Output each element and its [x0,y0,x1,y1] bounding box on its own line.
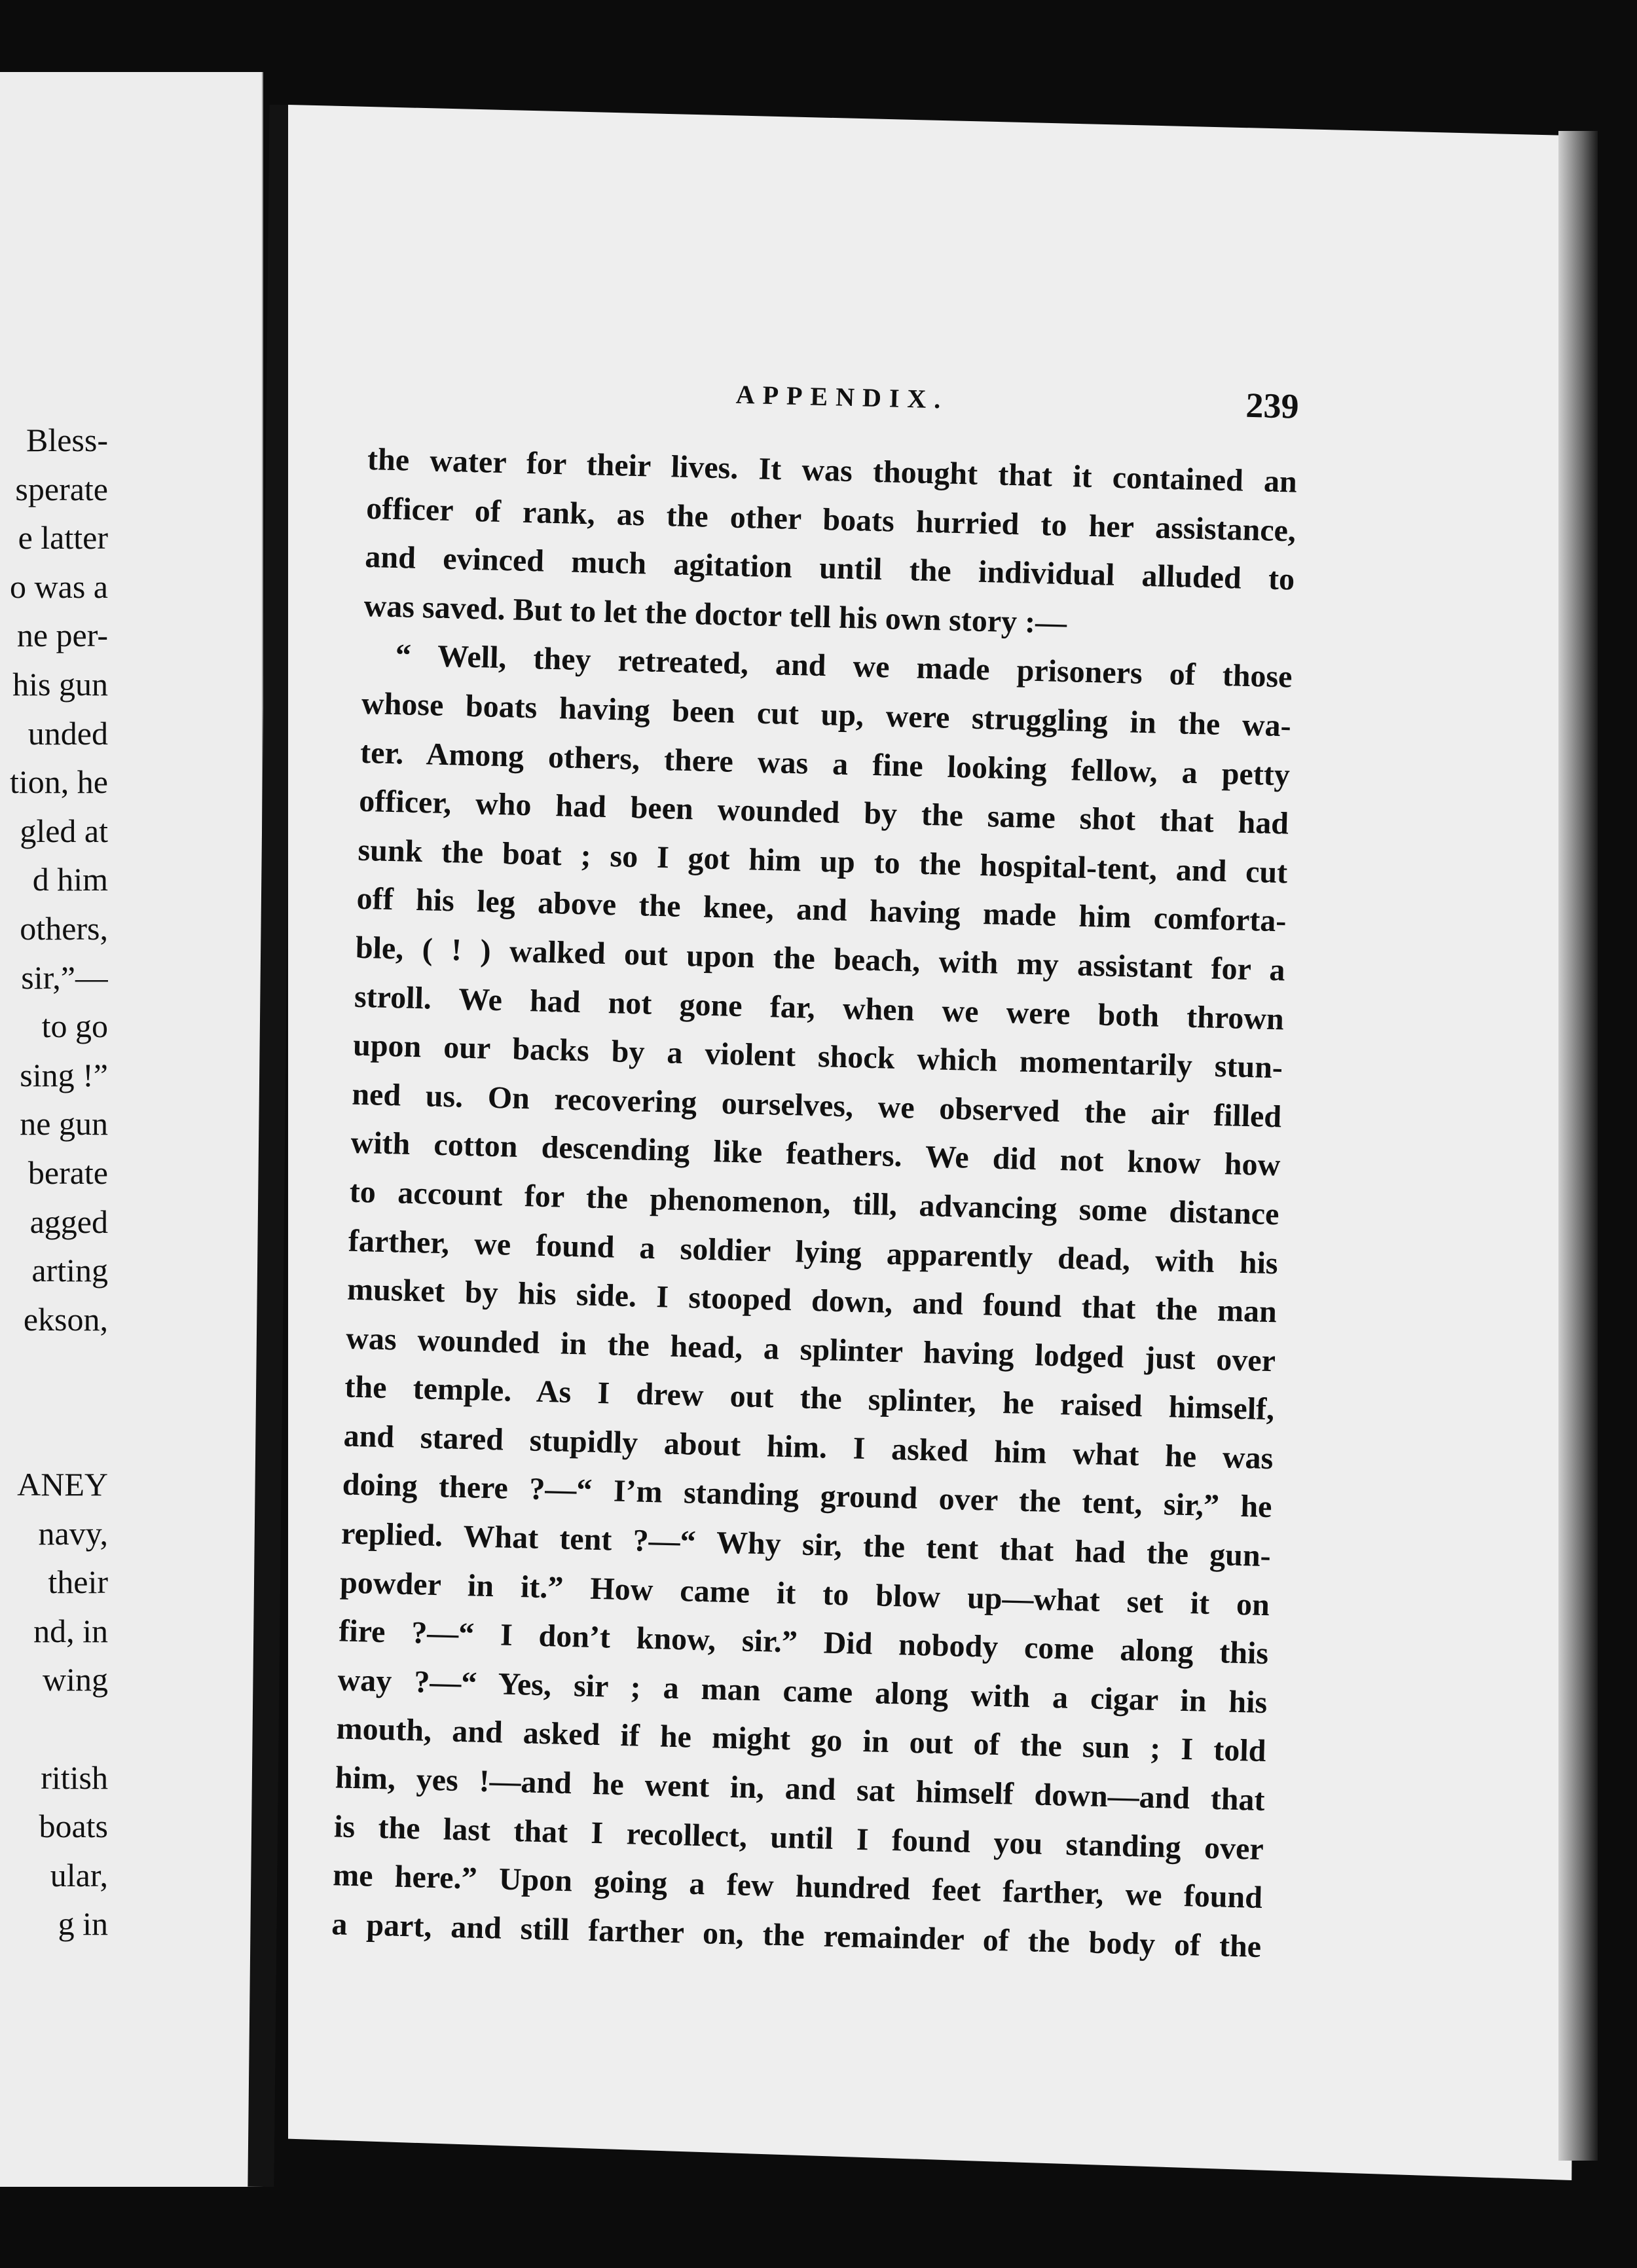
left-page-line: wing [43,1661,108,1698]
left-page-line: boats [39,1808,108,1845]
text-line: fire ?—“ I don’t know, sir.” Did nobody come along this [338,1613,1269,1672]
text-line: mouth, and asked if he might go in out of the sun ; I told [336,1711,1267,1769]
left-page-line: ANEY [17,1466,108,1503]
left-page-line: to go [41,1008,108,1045]
text-line: ter. Among others, there was a fine looking fellow, a petty [359,735,1291,793]
text-line: replied. What tent ?—“ Why sir, the tent that had the gun- [340,1516,1272,1574]
page-number: 239 [1245,385,1300,426]
left-page-line: g in [58,1905,108,1943]
text-line: way ?—“ Yes, sir ; a man came along with a cigar in his [337,1662,1268,1720]
text-line: powder in it.” How came it to blow up—what set it on [339,1565,1270,1622]
left-page-line: navy, [38,1514,108,1552]
left-page-line: sir,”— [21,959,108,996]
text-line: doing there ?—“ I’m standing ground over the tent, sir,” he [342,1467,1273,1525]
left-page-line: ular, [50,1856,108,1893]
text-line: a part, and still farther on, the remainder of the body of the [331,1907,1262,1964]
left-page-line: sperate [15,470,108,507]
text-line: musket by his side. I stooped down, and found that the man [346,1271,1278,1330]
text-line: ble, ( ! ) walked out upon the beach, with my assistant for a [355,930,1286,988]
left-page-line: nd, in [33,1612,108,1649]
body-text [331,435,1298,1971]
text-line: ned us. On recovering ourselves, we observed the air filled [351,1076,1282,1135]
left-page-text-lower [0,1460,108,1948]
text-line: stroll. We had not gone far, when we were both thrown [354,979,1285,1036]
page-edge [1558,131,1598,2161]
left-page-line: others, [20,909,108,947]
left-page-line: e latter [18,519,108,557]
left-page-line: unded [28,714,108,752]
left-page-line: ritish [41,1759,108,1796]
left-page-line: berate [28,1154,108,1191]
text-line: officer of rank, as the other boats hurried to her assistance, [365,490,1297,549]
text-line: was saved. But to let the doctor tell his own story :— [363,588,1067,640]
running-head-title: APPENDIX. [735,379,949,414]
left-page-line: tion, he [10,763,108,801]
text-line: officer, who had been wounded by the same shot that had [358,783,1289,841]
left-page-line: their [48,1564,108,1601]
left-page-line: ne per- [16,617,108,654]
text-line: and stared stupidly about him. I asked him what he was [343,1418,1274,1476]
text-line: is the last that I recollect, until I found you standing over [333,1808,1264,1867]
left-page-line: arting [31,1252,108,1289]
left-page-line: d him [32,861,108,898]
text-line: the temple. As I drew out the splinter, he raised himself, [344,1369,1275,1427]
left-page-line: sing !” [20,1056,108,1093]
left-page-line [0,1704,108,1753]
text-line: to account for the phenomenon, till, advancing some distance [349,1174,1280,1232]
left-page-text-upper [0,416,108,1344]
text-line: whose boats having been cut up, were struggling in the wa- [361,686,1292,744]
text-line: upon our backs by a violent shock which momentarily stun- [352,1027,1283,1086]
text-line: “ Well, they retreated, and we made prisoners of those [395,638,1293,695]
left-page-line: agged [29,1203,108,1240]
text-line: was wounded in the head, a splinter having lodged just over [345,1321,1276,1378]
text-line: the water for their lives. It was thought that it contained an [367,441,1298,500]
left-page-line: Bless- [26,422,108,458]
text-line: and evinced much agitation until the individual alluded to [364,540,1295,597]
left-page-line: gled at [20,812,108,849]
text-line: off his leg above the knee, and having made him comforta- [356,881,1287,939]
left-page-line: o was a [10,568,108,605]
text-line: sunk the boat ; so I got him up to the hospital-tent, and cut [357,832,1288,890]
text-line: farther, we found a soldier lying apparently dead, with his [348,1223,1279,1281]
left-page-line: ne gun [20,1105,108,1143]
text-line: me here.” Upon going a few hundred feet farther, we found [332,1857,1263,1916]
left-page-line: his gun [12,665,108,703]
text-line: with cotton descending like feathers. We did not know how [350,1125,1281,1183]
text-line: him, yes !—and he went in, and sat himself down—and that [335,1760,1266,1818]
right-page-text [331,357,1300,1971]
left-page-line: ekson, [23,1300,108,1338]
